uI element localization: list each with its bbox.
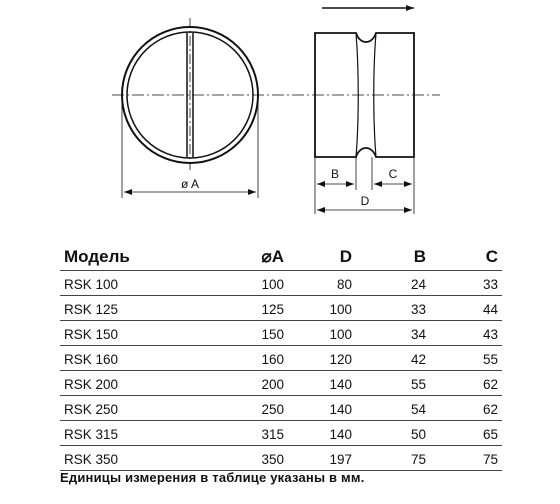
header-d: D [339,247,352,266]
cell-a: 160 [180,346,288,371]
cell-b: 50 [356,421,430,446]
cell-c: 55 [430,346,502,371]
cell-model: RSK 125 [60,296,180,321]
header-diameter-a: ⌀A [261,247,284,266]
cell-a: 315 [180,421,288,446]
cell-d: 140 [288,371,356,396]
table-row [60,371,502,396]
cell-c: 44 [430,296,502,321]
cell-c: 65 [430,421,502,446]
header-b: B [413,247,426,266]
cell-d: 100 [288,296,356,321]
cell-model: RSK 200 [60,371,180,396]
cell-d: 100 [288,321,356,346]
table-row [60,421,502,446]
cell-c: 33 [430,271,502,296]
cell-b: 34 [356,321,430,346]
cell-b: 33 [356,296,430,321]
cell-a: 350 [180,446,288,471]
cell-model: RSK 150 [60,321,180,346]
cell-b: 24 [356,271,430,296]
table-body [60,271,502,471]
cell-d: 197 [288,446,356,471]
cell-model: RSK 315 [60,421,180,446]
cell-b: 42 [356,346,430,371]
cell-d: 80 [288,271,356,296]
front-view-circle [122,18,258,170]
cell-c: 75 [430,446,502,471]
table-header-row [60,244,502,271]
cell-c: 43 [430,321,502,346]
cell-a: 125 [180,296,288,321]
table-row [60,446,502,471]
cell-b: 75 [356,446,430,471]
cell-c: 62 [430,396,502,421]
cell-a: 200 [180,371,288,396]
table-row [60,271,502,296]
cell-b: 54 [356,396,430,421]
cell-a: 100 [180,271,288,296]
cell-d: 140 [288,396,356,421]
dimension-c-label: C [388,167,398,181]
cell-d: 140 [288,421,356,446]
table-row [60,396,502,421]
cell-model: RSK 160 [60,346,180,371]
dimensions-table [60,244,502,471]
footnote: Единицы измерения в таблице указаны в мм. [60,470,365,485]
table-row [60,346,502,371]
technical-drawing [0,0,560,240]
header-model: Модель [64,247,130,266]
cell-d: 120 [288,346,356,371]
cell-c: 62 [430,371,502,396]
cell-a: 150 [180,321,288,346]
cell-b: 55 [356,371,430,396]
cell-model: RSK 250 [60,396,180,421]
cell-model: RSK 100 [60,271,180,296]
cell-a: 250 [180,396,288,421]
dimension-b-label: B [330,167,340,181]
table-row [60,296,502,321]
dimension-a-label: ø A [180,177,200,191]
dimension-d-label: D [360,194,370,208]
header-c: C [485,247,498,266]
table-row [60,321,502,346]
cell-model: RSK 350 [60,446,180,471]
